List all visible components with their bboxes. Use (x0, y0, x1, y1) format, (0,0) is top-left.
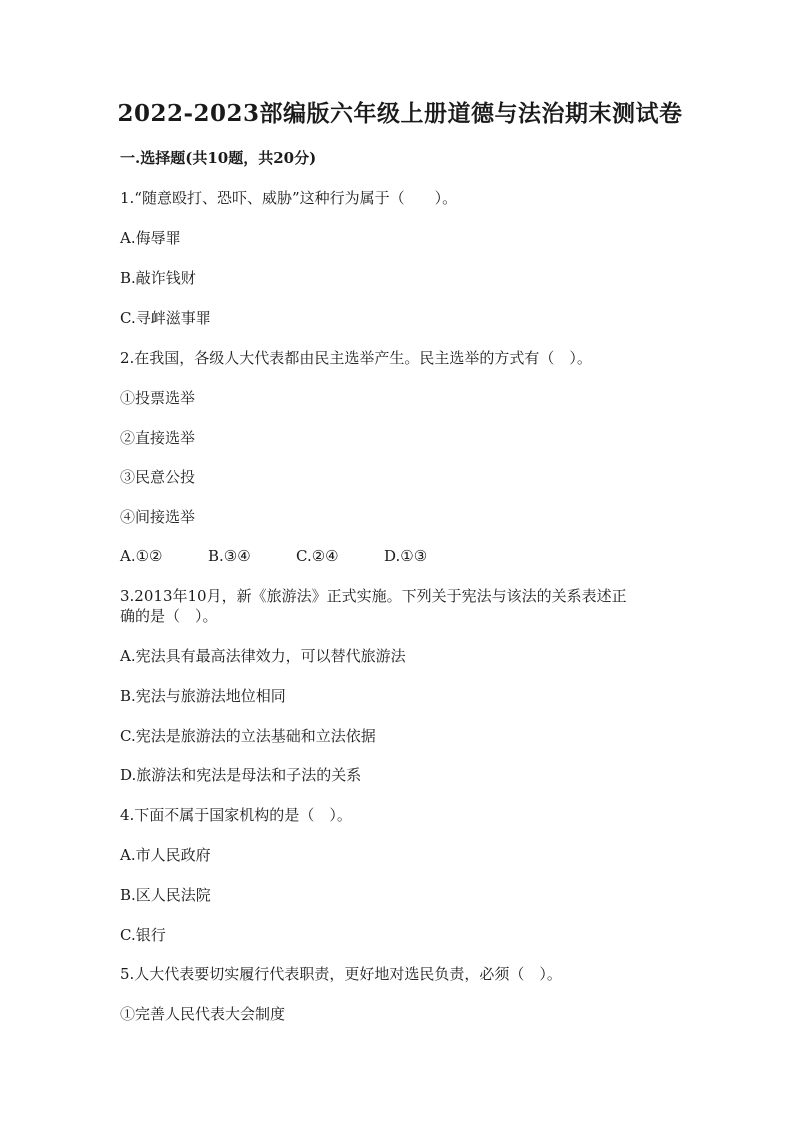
question-4-stem: 4.下面不属于国家机构的是（ ）。 (120, 806, 352, 824)
exam-title: 2022-2023部编版六年级上册道德与法治期末测试卷 (117, 100, 683, 127)
question-2-stem: 2.在我国，各级人大代表都由民主选举产生。民主选举的方式有（ ）。 (120, 349, 592, 367)
question-2-option-d: D.①③ (384, 547, 428, 565)
question-3-stem-line-1: 3.2013年10月，新《旅游法》正式实施。下列关于宪法与该法的关系表述正 (120, 587, 627, 605)
question-3-option-a: A.宪法具有最高法律效力，可以替代旅游法 (120, 647, 406, 665)
question-2-option-b: B.③④ (208, 547, 251, 565)
question-1-option-a: A.侮辱罪 (120, 229, 181, 247)
question-2-options-row (120, 546, 427, 566)
question-3-option-b: B.宪法与旅游法地位相同 (120, 687, 286, 705)
section-heading: 一.选择题(共10题，共20分) (120, 149, 317, 167)
question-5-stem: 5.人大代表要切实履行代表职责，更好地对选民负责，必须（ ）。 (120, 965, 562, 983)
question-2-item-1: ①投票选举 (120, 389, 196, 407)
question-2-option-a: A.①② (120, 547, 163, 565)
question-5-item-1: ①完善人民代表大会制度 (120, 1005, 286, 1023)
question-2-item-2: ②直接选举 (120, 429, 196, 447)
question-1-stem: 1.“随意殴打、恐吓、威胁”这种行为属于（ ）。 (120, 189, 458, 207)
question-2-item-4: ④间接选举 (120, 508, 196, 526)
question-3-stem-line-2: 确的是（ ）。 (120, 607, 218, 625)
question-4-option-b: B.区人民法院 (120, 886, 211, 904)
question-2-item-3: ③民意公投 (120, 468, 196, 486)
question-2-option-c: C.②④ (296, 547, 339, 565)
question-4-option-c: C.银行 (120, 926, 166, 944)
question-1-option-b: B.敲诈钱财 (120, 269, 196, 287)
question-3-option-c: C.宪法是旅游法的立法基础和立法依据 (120, 727, 376, 745)
question-4-option-a: A.市人民政府 (120, 846, 211, 864)
question-3-option-d: D.旅游法和宪法是母法和子法的关系 (120, 766, 362, 784)
question-1-option-c: C.寻衅滋事罪 (120, 309, 211, 327)
